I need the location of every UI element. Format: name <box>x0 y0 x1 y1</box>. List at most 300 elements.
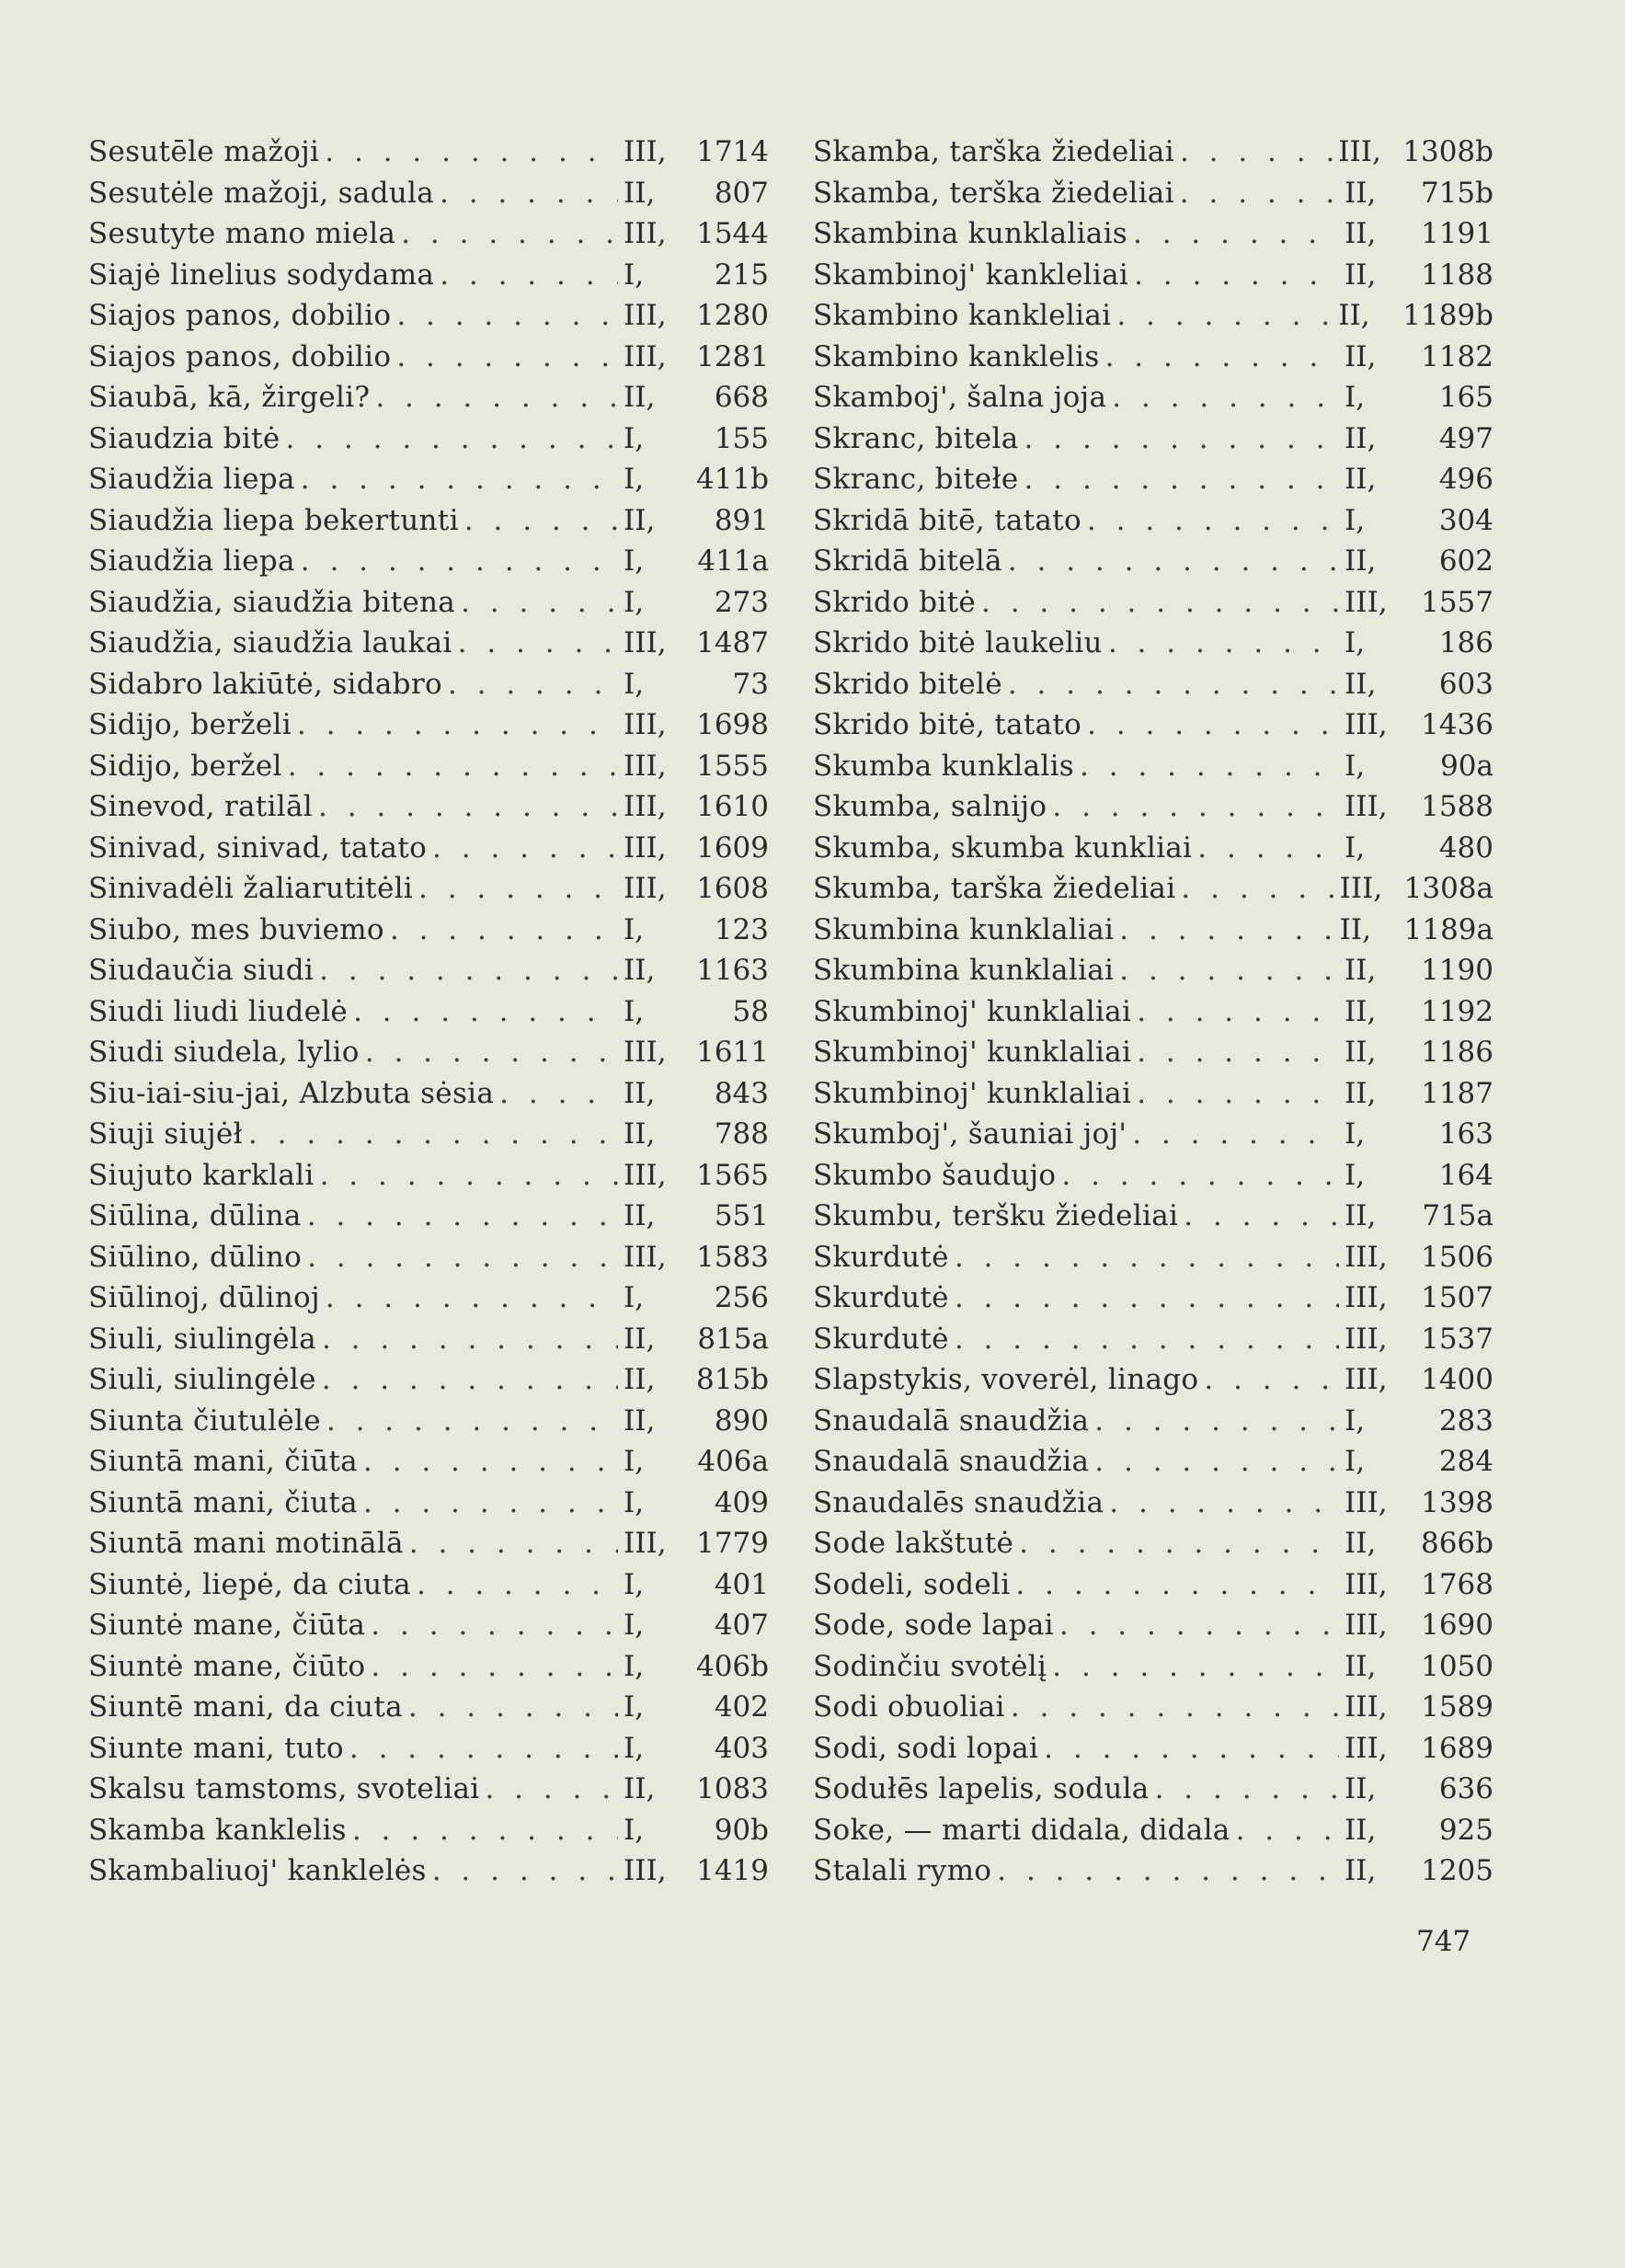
index-entry <box>813 1810 1493 1851</box>
entry-number: 256 <box>714 1281 769 1314</box>
entry-volume: III, <box>624 1240 667 1274</box>
dot-leader <box>1119 910 1333 951</box>
entry-title: Sidijo, berželi <box>88 708 292 741</box>
entry-title: Sodi obuoliai <box>813 1690 1005 1724</box>
entry-title: Skrido bitė laukeliu <box>813 626 1103 659</box>
entry-number: 164 <box>1438 1158 1493 1192</box>
entry-volume: I, <box>1345 749 1366 783</box>
dot-leader <box>396 337 618 378</box>
dot-leader <box>409 1523 618 1564</box>
entry-volume: III, <box>624 1158 667 1192</box>
entry-volume: III, <box>1345 1690 1388 1724</box>
entry-title: Snaudalā snaudžia <box>813 1445 1090 1478</box>
entry-volume: I, <box>624 463 645 496</box>
entry-number: 1192 <box>1421 994 1493 1028</box>
entry-volume: I, <box>624 421 645 455</box>
entry-number: 1565 <box>696 1158 769 1192</box>
dot-leader <box>1015 1564 1339 1606</box>
entry-number: 215 <box>714 258 769 292</box>
entry-volume: II, <box>1345 1649 1377 1683</box>
entry-number: 815b <box>695 1363 769 1396</box>
entry-number: 807 <box>714 176 769 210</box>
index-entry <box>813 1769 1493 1810</box>
index-entry <box>88 664 769 705</box>
dot-leader <box>322 1319 618 1360</box>
dot-leader <box>499 1073 618 1115</box>
index-entry <box>88 255 769 296</box>
index-entry <box>813 1237 1493 1278</box>
index-entry <box>813 704 1493 746</box>
entry-title: Siu-iai-siu-jai, Alzbuta sėsia <box>88 1076 495 1110</box>
index-entry <box>813 991 1493 1033</box>
entry-number: 1436 <box>1421 708 1493 741</box>
dot-leader <box>432 1850 618 1892</box>
index-entry <box>813 1114 1493 1155</box>
entry-number: 602 <box>1438 544 1493 578</box>
index-entry <box>813 1196 1493 1237</box>
entry-volume: II, <box>1345 1527 1377 1560</box>
entry-title: Sode, sode lapai <box>813 1609 1054 1642</box>
entry-volume: III, <box>1345 585 1388 619</box>
index-entry <box>813 828 1493 869</box>
entry-title: Stalali rymo <box>813 1854 992 1887</box>
entry-title: Siūlina, dūlina <box>88 1199 302 1232</box>
entry-volume: II, <box>624 1403 656 1438</box>
index-entry <box>88 1073 769 1115</box>
entry-volume: III, <box>1338 135 1381 168</box>
index-entry <box>88 337 769 378</box>
entry-title: Sidabro lakiūtė, sidabro <box>88 667 442 701</box>
entry-title: Siuntē mani, da ciuta <box>88 1690 403 1724</box>
dot-leader <box>326 1277 618 1319</box>
entry-title: Siuntė mane, čiūta <box>88 1609 366 1642</box>
dot-leader <box>1184 1196 1339 1237</box>
dot-leader <box>997 1850 1339 1892</box>
entry-title: Siajos panos, dobilio <box>88 299 392 332</box>
index-entry <box>813 295 1493 337</box>
entry-volume: III, <box>1345 1281 1388 1314</box>
entry-title: Siaudžia liepa bekertunti <box>88 503 459 537</box>
entry-volume: III, <box>624 299 667 332</box>
entry-volume: II, <box>624 381 656 414</box>
dot-leader <box>325 132 618 173</box>
entry-title: Skurdutė <box>813 1281 949 1314</box>
entry-volume: II, <box>1345 1199 1377 1232</box>
index-entry <box>813 1319 1493 1360</box>
entry-title: Skrido bitelė <box>813 667 1002 701</box>
dot-leader <box>401 213 618 255</box>
entry-volume: I, <box>624 1690 645 1724</box>
entry-number: 1609 <box>696 830 769 865</box>
dot-leader <box>307 1237 618 1278</box>
entry-number: 1537 <box>1421 1322 1493 1356</box>
entry-volume: II, <box>1345 1813 1377 1847</box>
entry-title: Sinevod, ratilāl <box>88 790 313 823</box>
index-entry <box>88 1277 769 1319</box>
entry-number: 1589 <box>1421 1690 1493 1724</box>
dot-leader <box>352 1810 618 1851</box>
entry-title: Siaudžia liepa <box>88 544 295 578</box>
page-number: 747 <box>1416 1925 1471 1958</box>
dot-leader <box>1119 950 1339 991</box>
entry-number: 636 <box>1438 1772 1493 1805</box>
entry-title: Sesutėle mažoji, sadula <box>88 176 434 210</box>
entry-number: 1182 <box>1421 339 1493 373</box>
dot-leader <box>1181 868 1333 910</box>
dot-leader <box>1116 295 1333 337</box>
index-entry <box>813 664 1493 705</box>
entry-title: Skamboj', šalna joja <box>813 381 1107 414</box>
index-entry <box>88 868 769 910</box>
entry-number: 407 <box>714 1609 769 1642</box>
entry-volume: I, <box>1345 830 1366 865</box>
entry-volume: III, <box>624 830 667 865</box>
dot-leader <box>1044 1728 1339 1770</box>
entry-number: 843 <box>714 1076 769 1110</box>
dot-leader <box>248 1114 618 1155</box>
index-entry <box>88 1155 769 1197</box>
index-entry <box>88 1319 769 1360</box>
entry-volume: I, <box>624 1649 645 1683</box>
entry-title: Sesutyte mano miela <box>88 217 396 250</box>
dot-leader <box>318 786 618 828</box>
dot-leader <box>1112 377 1339 418</box>
dot-leader <box>307 1196 618 1237</box>
entry-title: Siuntā mani motinālā <box>88 1527 404 1560</box>
dot-leader <box>1137 991 1339 1033</box>
entry-number: 1506 <box>1421 1240 1493 1274</box>
dot-leader <box>288 746 618 787</box>
entry-number: 1308a <box>1403 872 1493 905</box>
entry-title: Snaudalā snaudžia <box>813 1403 1090 1438</box>
entry-title: Sinivad, sinivad, tatato <box>88 830 428 865</box>
entry-title: Skumba, skumba kunkliai <box>813 830 1193 865</box>
index-entry <box>813 950 1493 991</box>
entry-number: 1400 <box>1421 1363 1493 1396</box>
dot-leader <box>440 173 618 214</box>
entry-volume: III, <box>624 1854 667 1887</box>
dot-leader <box>955 1237 1339 1278</box>
entry-number: 284 <box>1438 1445 1493 1478</box>
dot-leader <box>981 582 1339 624</box>
entry-title: Sodi, sodi lopai <box>813 1731 1039 1765</box>
dot-leader <box>432 828 618 869</box>
index-entry <box>88 418 769 460</box>
entry-number: 411b <box>695 463 769 496</box>
index-entry <box>813 337 1493 378</box>
entry-volume: I, <box>1345 1158 1366 1192</box>
entry-volume: II, <box>1345 1036 1377 1069</box>
entry-number: 273 <box>714 585 769 619</box>
entry-number: 1189b <box>1402 299 1493 332</box>
entry-number: 603 <box>1438 667 1493 701</box>
dot-leader <box>349 1728 618 1770</box>
index-entry <box>88 1769 769 1810</box>
dot-leader <box>322 1359 618 1401</box>
dot-leader <box>1052 1646 1339 1688</box>
entry-volume: II, <box>624 1363 656 1396</box>
entry-title: Siunte mani, tuto <box>88 1731 344 1765</box>
index-entry <box>88 1401 769 1442</box>
entry-title: Siūlinoj, dūlinoj <box>88 1281 320 1314</box>
entry-number: 1689 <box>1421 1731 1493 1765</box>
entry-number: 1583 <box>696 1240 769 1274</box>
entry-title: Sodeli, sodeli <box>813 1567 1011 1601</box>
entry-volume: I, <box>1345 626 1366 659</box>
entry-volume: II, <box>1345 1854 1377 1887</box>
entry-number: 1308b <box>1402 135 1493 168</box>
dot-leader <box>1061 1155 1339 1197</box>
entry-volume: II, <box>1345 994 1377 1028</box>
entry-title: Skranc, bitela <box>813 421 1019 455</box>
index-entry <box>88 1523 769 1564</box>
dot-leader <box>955 1277 1339 1319</box>
index-entry <box>813 1441 1493 1483</box>
entry-number: 186 <box>1438 626 1493 659</box>
entry-number: 1690 <box>1421 1609 1493 1642</box>
dot-leader <box>375 377 618 418</box>
entry-title: Skalsu tamstoms, svoteliai <box>88 1772 480 1805</box>
dot-leader <box>1087 500 1339 542</box>
index-entry <box>813 213 1493 255</box>
entry-title: Sode lakštutė <box>813 1527 1014 1560</box>
entry-title: Siaudžia, siaudžia laukai <box>88 626 452 659</box>
entry-title: Skambinoj' kankleliai <box>813 258 1129 292</box>
index-entry <box>813 377 1493 418</box>
entry-volume: I, <box>1345 503 1366 537</box>
entry-title: Skambaliuoj' kanklelės <box>88 1854 427 1887</box>
entry-volume: III, <box>1345 1731 1388 1765</box>
entry-volume: II, <box>1345 217 1377 250</box>
entry-title: Siudaučia siudi <box>88 954 315 987</box>
entry-number: 496 <box>1438 463 1493 496</box>
index-entry <box>813 868 1493 910</box>
entry-title: Skambino kankleliai <box>813 299 1112 332</box>
entry-volume: I, <box>624 1281 645 1314</box>
entry-number: 1187 <box>1421 1076 1493 1110</box>
entry-volume: I, <box>1345 381 1366 414</box>
index-entry <box>88 991 769 1033</box>
entry-number: 1419 <box>696 1854 769 1887</box>
entry-volume: III, <box>624 217 667 250</box>
entry-volume: III, <box>624 1036 667 1069</box>
entry-volume: I, <box>624 1609 645 1642</box>
index-entry <box>813 255 1493 296</box>
entry-volume: II, <box>1345 1076 1377 1110</box>
entry-number: 925 <box>1438 1813 1493 1847</box>
entry-title: Skumba kunklalis <box>813 749 1074 783</box>
entry-volume: III, <box>624 626 667 659</box>
entry-volume: II, <box>1345 954 1377 987</box>
entry-number: 1186 <box>1421 1036 1493 1069</box>
entry-volume: II, <box>1345 339 1377 373</box>
dot-leader <box>363 1441 618 1483</box>
entry-number: 1544 <box>696 217 769 250</box>
entry-title: Soke, — marti didala, didala <box>813 1813 1230 1847</box>
index-entry <box>88 910 769 951</box>
entry-volume: III, <box>624 708 667 741</box>
entry-number: 1083 <box>696 1772 769 1805</box>
dot-leader <box>1132 1114 1339 1155</box>
entry-title: Skridā bitē, tatato <box>813 503 1081 537</box>
index-entry <box>88 746 769 787</box>
index-entry <box>88 1359 769 1401</box>
entry-volume: II, <box>624 1199 656 1232</box>
entry-number: 1588 <box>1421 790 1493 823</box>
left-index-column <box>88 132 769 1892</box>
dot-leader <box>1080 746 1339 787</box>
index-entry <box>813 1728 1493 1770</box>
entry-volume: III, <box>624 790 667 823</box>
index-entry <box>813 1564 1493 1606</box>
dot-leader <box>408 1687 618 1728</box>
entry-number: 1398 <box>1421 1485 1493 1519</box>
dot-leader <box>371 1646 618 1688</box>
entry-number: 1714 <box>696 135 769 168</box>
entry-volume: II, <box>624 503 656 537</box>
entry-volume: III, <box>624 872 667 905</box>
entry-number: 1611 <box>696 1036 769 1069</box>
entry-title: Siajos panos, dobilio <box>88 339 392 373</box>
entry-number: 1280 <box>696 299 769 332</box>
entry-number: 497 <box>1438 421 1493 455</box>
entry-title: Siuntė, liepė, da ciuta <box>88 1567 411 1601</box>
entry-title: Skridā bitelā <box>813 544 1002 578</box>
entry-title: Skambino kanklelis <box>813 339 1100 373</box>
entry-title: Skamba, tarška žiedeliai <box>813 135 1174 168</box>
entry-number: 1768 <box>1421 1567 1493 1601</box>
index-entry <box>813 500 1493 542</box>
index-entry <box>88 1728 769 1770</box>
entry-title: Siaubā, kā, žirgeli? <box>88 381 371 414</box>
entry-title: Skumbo šaudujo <box>813 1158 1057 1192</box>
entry-volume: II, <box>1345 667 1377 701</box>
dot-leader <box>1155 1769 1339 1810</box>
index-entry <box>88 1605 769 1646</box>
index-entry <box>88 132 769 173</box>
dot-leader <box>1204 1359 1339 1401</box>
dot-leader <box>1019 1523 1339 1564</box>
index-entry <box>813 910 1493 951</box>
dot-leader <box>371 1605 618 1646</box>
entry-title: Siuji siujėł <box>88 1117 243 1151</box>
index-entry <box>88 1196 769 1237</box>
index-entry <box>88 1114 769 1155</box>
entry-volume: I, <box>1345 1403 1366 1438</box>
index-entry <box>813 1523 1493 1564</box>
entry-volume: II, <box>1345 1772 1377 1805</box>
entry-number: 401 <box>714 1567 769 1601</box>
entry-number: 1487 <box>696 626 769 659</box>
entry-title: Skrido bitė <box>813 585 976 619</box>
dot-leader <box>461 582 618 624</box>
entry-number: 406a <box>697 1445 769 1478</box>
index-entry <box>88 1441 769 1483</box>
entry-volume: II, <box>1338 299 1370 332</box>
entry-title: Siuli, siulingėle <box>88 1363 316 1396</box>
index-entry <box>813 1155 1493 1197</box>
index-entry <box>813 1483 1493 1524</box>
entry-number: 1188 <box>1421 258 1493 292</box>
entry-title: Snaudalēs snaudžia <box>813 1485 1104 1519</box>
entry-number: 715a <box>1422 1199 1493 1232</box>
right-index-column <box>813 132 1493 1892</box>
entry-volume: III, <box>1345 1609 1388 1642</box>
entry-volume: I, <box>1345 1445 1366 1478</box>
dot-leader <box>448 664 618 705</box>
dot-leader <box>363 1483 618 1524</box>
index-entry <box>813 582 1493 624</box>
index-entry <box>88 1850 769 1892</box>
entry-volume: III, <box>624 1527 667 1560</box>
entry-number: 1779 <box>696 1527 769 1560</box>
entry-volume: I, <box>624 912 645 946</box>
dot-leader <box>301 541 618 582</box>
entry-title: Sidijo, beržel <box>88 749 282 783</box>
entry-number: 1555 <box>696 749 769 783</box>
entry-volume: III, <box>1345 1567 1388 1601</box>
index-entry <box>813 1646 1493 1688</box>
dot-leader <box>440 255 618 296</box>
dot-leader <box>1011 1687 1339 1728</box>
entry-volume: III, <box>1345 1363 1388 1396</box>
entry-number: 58 <box>732 994 769 1028</box>
index-entry <box>813 786 1493 828</box>
entry-title: Skumbina kunklaliai <box>813 912 1115 946</box>
entry-volume: II, <box>1345 258 1377 292</box>
entry-volume: III, <box>1345 708 1388 741</box>
entry-title: Skumboj', šauniai joj' <box>813 1117 1127 1151</box>
dot-leader <box>485 1769 618 1810</box>
entry-volume: III, <box>1345 790 1388 823</box>
dot-leader <box>326 1401 618 1442</box>
dot-leader <box>1236 1810 1339 1851</box>
entry-title: Skranc, bitełe <box>813 463 1019 496</box>
entry-title: Siuli, siulingėla <box>88 1322 316 1356</box>
index-entry <box>88 950 769 991</box>
entry-volume: III, <box>624 135 667 168</box>
index-entry <box>813 132 1493 173</box>
dot-leader <box>1094 1401 1339 1442</box>
entry-number: 890 <box>714 1403 769 1438</box>
entry-number: 411a <box>697 544 769 578</box>
entry-number: 1610 <box>696 790 769 823</box>
entry-title: Sodinčiu svotėlį <box>813 1649 1047 1683</box>
index-entry <box>88 704 769 746</box>
entry-volume: III, <box>1345 1485 1388 1519</box>
index-entry <box>88 1032 769 1073</box>
entry-title: Sesutēle mažoji <box>88 135 320 168</box>
entry-title: Siunta čiutulėle <box>88 1403 321 1438</box>
entry-title: Skumba, tarška žiedeliai <box>813 872 1176 905</box>
dot-leader <box>1087 704 1339 746</box>
entry-title: Siuntā mani, čiūta <box>88 1445 358 1478</box>
entry-number: 1205 <box>1421 1854 1493 1887</box>
entry-number: 283 <box>1438 1403 1493 1438</box>
entry-volume: II, <box>624 954 656 987</box>
entry-title: Skumbinoj' kunklaliai <box>813 994 1132 1028</box>
entry-volume: I, <box>624 667 645 701</box>
entry-volume: III, <box>624 749 667 783</box>
index-entry <box>88 1810 769 1851</box>
entry-volume: II, <box>1345 176 1377 210</box>
entry-number: 788 <box>714 1117 769 1151</box>
entry-number: 409 <box>714 1485 769 1519</box>
entry-volume: II, <box>624 176 656 210</box>
index-entry <box>88 213 769 255</box>
dot-leader <box>365 1032 618 1073</box>
entry-number: 90a <box>1440 749 1493 783</box>
